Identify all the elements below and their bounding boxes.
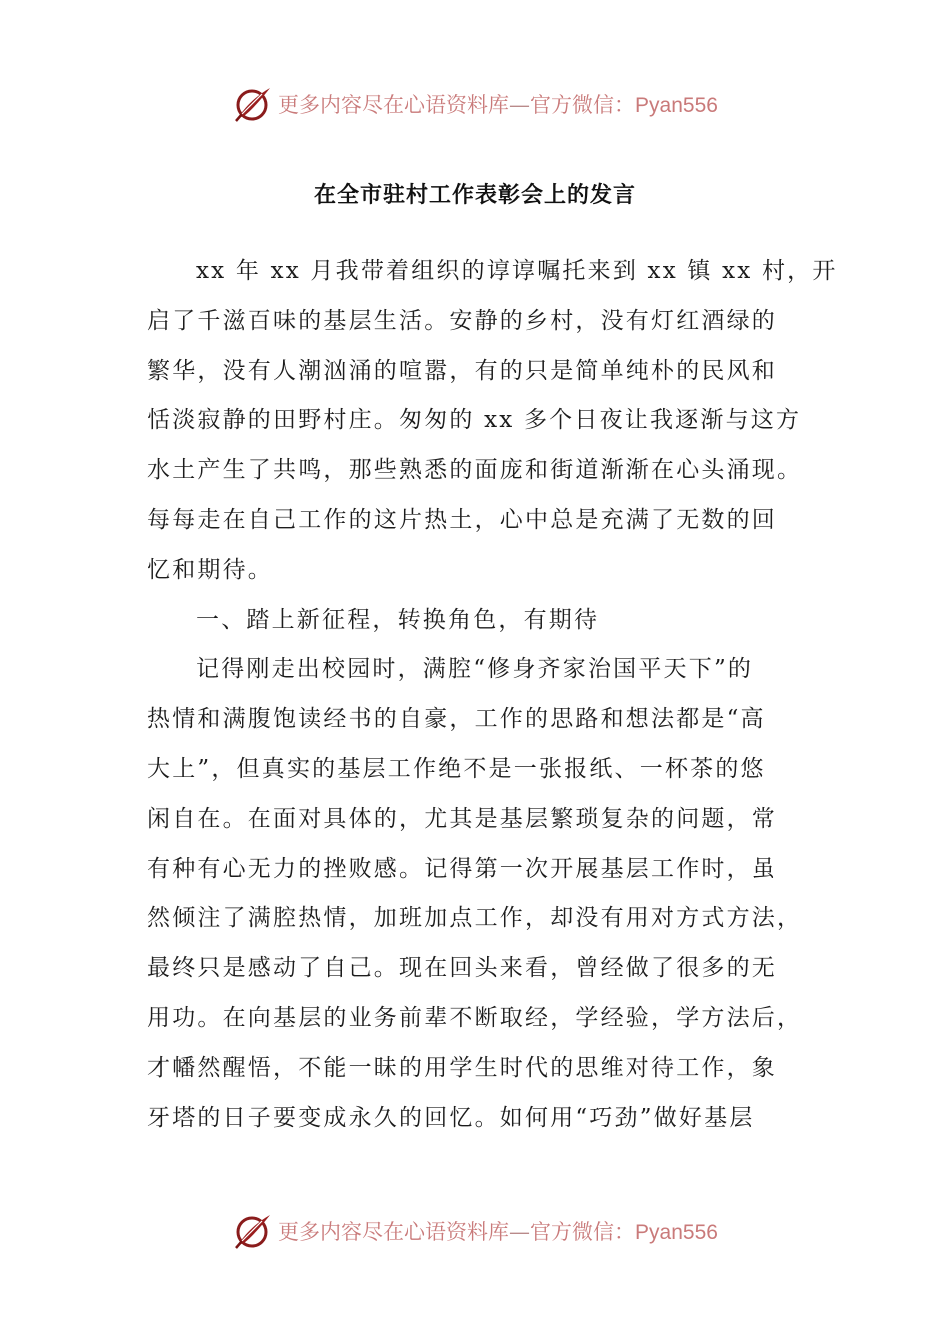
header-watermark — [0, 82, 950, 126]
text-line: 牙塔的日子要变成永久的回忆。如何用“巧劲”做好基层 — [147, 1104, 755, 1131]
footer-watermark — [0, 1209, 950, 1253]
text-line: 然倾注了满腔热情，加班加点工作，却没有用对方式方法， — [147, 905, 803, 932]
watermark-text — [278, 89, 718, 119]
watermark-contact-label: 官方微信： — [530, 1220, 636, 1244]
text-line: 最终只是感动了自己。现在回头来看，曾经做了很多的无 — [147, 955, 777, 982]
text-line: 忆和期待。 — [147, 556, 273, 583]
watermark-wechat-id: Pyan556 — [635, 94, 718, 117]
document-title: 在全市驻村工作表彰会上的发言 — [313, 183, 636, 208]
text-line: 水土产生了共鸣，那些熟悉的面庞和街道渐渐在心头涌现。 — [147, 457, 803, 484]
text-line: 闲自在。在面对具体的，尤其是基层繁琐复杂的问题，常 — [147, 805, 777, 832]
text-line: 有种有心无力的挫败感。记得第一次开展基层工作时，虽 — [147, 855, 777, 882]
text-line: 恬淡寂静的田野村庄。匆匆的 xx 多个日夜让我逐渐与这方 — [147, 407, 802, 434]
text-line: xx 年 xx 月我带着组织的谆谆嘱托来到 xx 镇 xx 村，开 — [196, 258, 838, 284]
watermark-library-name: 更多内容尽在心语资料库 — [278, 1220, 510, 1244]
document-body — [147, 247, 838, 1143]
watermark-library-name: 更多内容尽在心语资料库 — [278, 93, 510, 117]
text-line: 记得刚走出校园时，满腔“修身齐家治国平天下”的 — [196, 656, 754, 683]
watermark-separator: — — [509, 93, 531, 117]
text-line: 繁华，没有人潮汹涌的喧嚣，有的只是简单纯朴的民风和 — [147, 357, 777, 384]
watermark-separator: — — [509, 1220, 531, 1244]
text-line: 启了千滋百味的基层生活。安静的乡村，没有灯红酒绿的 — [147, 307, 777, 334]
text-line: 用功。在向基层的业务前辈不断取经，学经验，学方法后， — [147, 1004, 803, 1031]
text-line: 每每走在自己工作的这片热土，心中总是充满了无数的回 — [147, 506, 777, 533]
watermark-text — [278, 1216, 718, 1246]
text-line: 大上”，但真实的基层工作绝不是一张报纸、一杯茶的悠 — [147, 755, 766, 782]
watermark-wechat-id: Pyan556 — [635, 1221, 718, 1244]
text-line: 一、踏上新征程，转换角色，有期待 — [196, 606, 600, 633]
text-line: 才幡然醒悟，不能一昧的用学生时代的思维对待工作，象 — [147, 1054, 777, 1081]
quill-logo-icon — [232, 84, 272, 124]
text-line: 热情和满腹饱读经书的自豪，工作的思路和想法都是“高 — [147, 706, 766, 733]
watermark-contact-label: 官方微信： — [530, 93, 636, 117]
quill-logo-icon — [232, 1211, 272, 1251]
